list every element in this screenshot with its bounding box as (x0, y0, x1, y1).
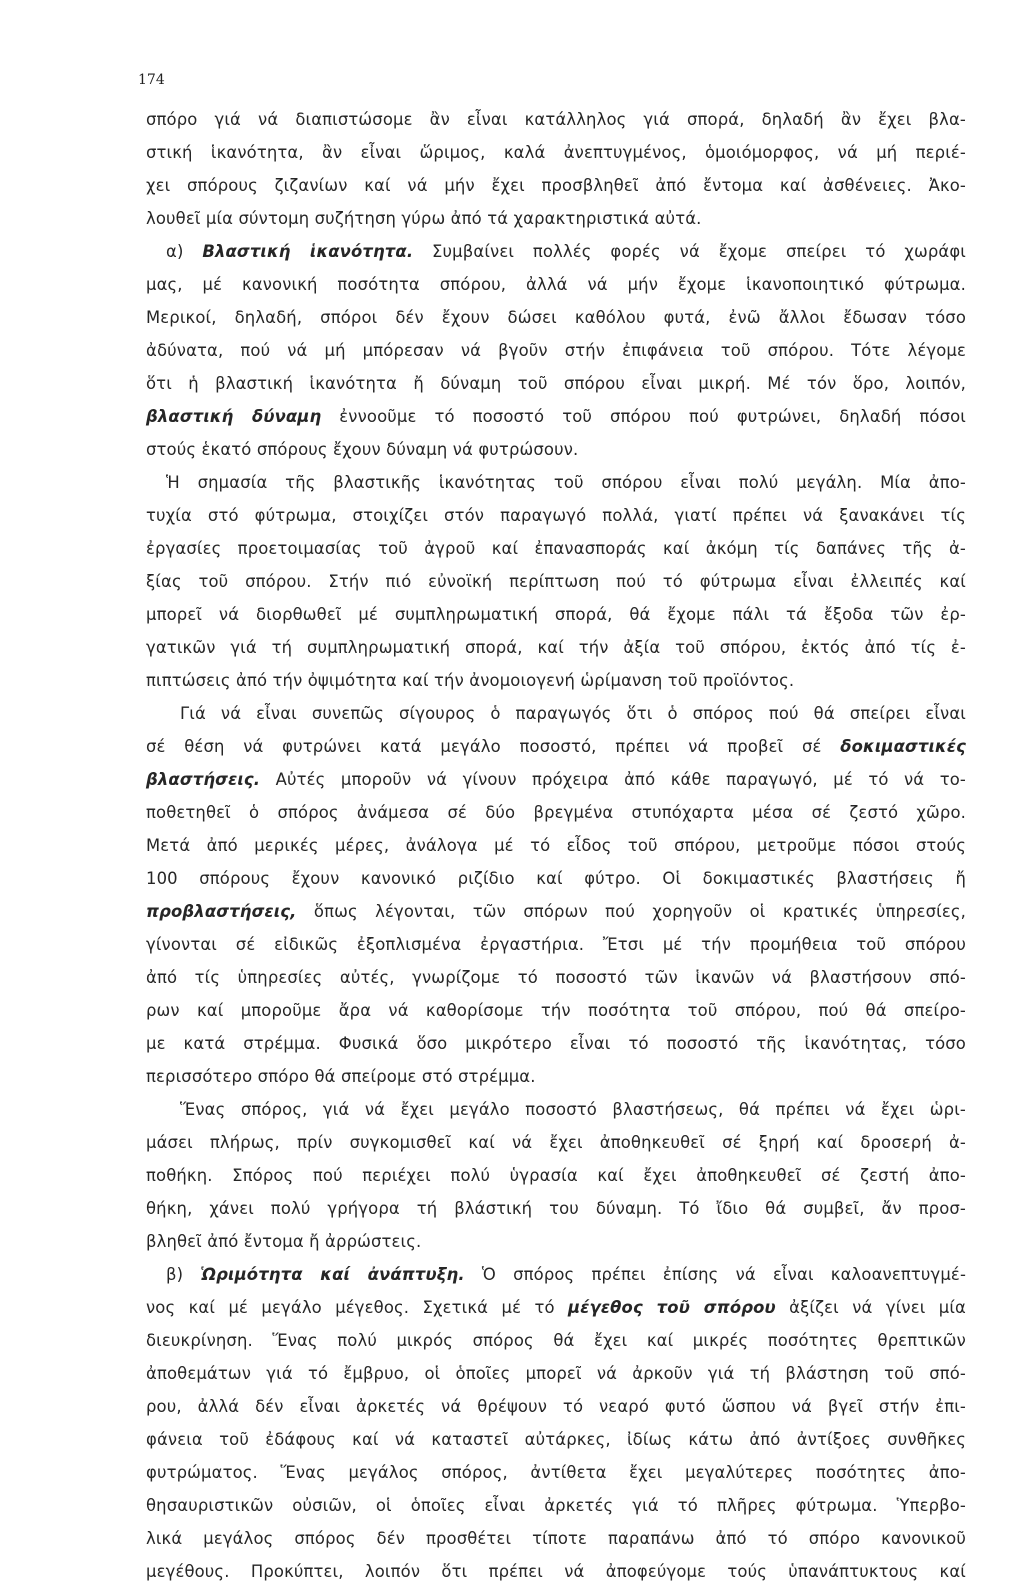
text-run: γατικῶν γιά τή συμπληρωματική σπορά, καί τήν ἀξία τοῦ σπόρου, ἐκτός ἀπό τίς ἐ- (146, 638, 966, 657)
text-line (146, 664, 966, 697)
text-run: Ἡ σημασία τῆς βλαστικῆς ἱκανότητας τοῦ σπόρου εἶναι πολύ μεγάλη. Μία ἀπο- (166, 473, 966, 492)
text-run: μάσει πλήρως, πρίν συγκομισθεῖ καί νά ἔχει ἀποθηκευθεῖ σέ ξηρή καί δροσερή ἀ- (146, 1133, 966, 1152)
text-line (146, 1522, 966, 1555)
emphasized-term: μέγεθος τοῦ σπόρου (568, 1298, 776, 1317)
text-run: φυτρώματος. Ἕνας μεγάλος σπόρος, ἀντίθετα ἔχει μεγαλύτερες ποσότητες ἀπο- (146, 1463, 966, 1482)
text-line (146, 730, 966, 763)
body-text (146, 103, 966, 1588)
text-line (146, 334, 966, 367)
text-line (146, 697, 966, 730)
emphasized-term: βλαστική δύναμη (146, 407, 322, 426)
text-run: μεγέθους. Προκύπτει, λοιπόν ὅτι πρέπει νά ἀποφεύγομε τούς ὑπανάπτυκτους καί (146, 1562, 966, 1581)
text-line (146, 1456, 966, 1489)
text-run: Ἕνας σπόρος, γιά νά ἔχει μεγάλο ποσοστό βλαστήσεως, θά πρέπει νά ἔχει ὡρι- (180, 1100, 966, 1119)
text-run: ἐννοοῦμε τό ποσοστό τοῦ σπόρου πού φυτρώνει, δηλαδή πόσοι (321, 407, 966, 426)
text-line (146, 235, 966, 268)
text-run: μπορεῖ νά διορθωθεῖ μέ συμπληρωματική σπορά, θά ἔχομε πάλι τά ἔξοδα τῶν ἐρ- (146, 605, 966, 624)
text-line (146, 169, 966, 202)
emphasized-term: βλαστήσεις. (146, 770, 261, 789)
emphasized-term: Βλαστική ἱκανότητα. (202, 242, 414, 261)
text-run: λικά μεγάλος σπόρος δέν προσθέτει τίποτε παραπάνω ἀπό τό σπόρο κανονικοῦ (146, 1529, 966, 1548)
text-run: ὅτι ἡ βλαστική ἱκανότητα ἤ δύναμη τοῦ σπόρου εἶναι μικρή. Μέ τόν ὅρο, λοιπόν, (146, 374, 966, 393)
text-run: θήκη, χάνει πολύ γρήγορα τή βλάστική του δύναμη. Τό ἴδιο θά συμβεῖ, ἄν προσ- (146, 1199, 966, 1218)
text-line (146, 301, 966, 334)
text-run: διευκρίνηση. Ἕνας πολύ μικρός σπόρος θά ἔχει καί μικρές ποσότητες θρεπτικῶν (146, 1331, 966, 1350)
text-line (146, 1060, 966, 1093)
text-line (146, 1027, 966, 1060)
text-run: ἀδύνατα, πού νά μή μπόρεσαν νά βγοῦν στήν ἐπιφάνεια τοῦ σπόρου. Τότε λέγομε (146, 341, 966, 360)
page-number: 174 (138, 72, 165, 88)
text-run: ὅπως λέγονται, τῶν σπόρων πού χορηγοῦν οἱ κρατικές ὑπηρεσίες, (296, 902, 966, 921)
text-line (146, 400, 966, 433)
emphasized-term: δοκιμαστικές (840, 737, 966, 756)
text-run: με κατά στρέμμα. Φυσικά ὅσο μικρότερο εἶναι τό ποσοστό τῆς ἱκανότητας, τόσο (146, 1034, 966, 1053)
text-line (146, 829, 966, 862)
text-line (146, 928, 966, 961)
text-run: Μετά ἀπό μερικές μέρες, ἀνάλογα μέ τό εἶδος τοῦ σπόρου, μετροῦμε πόσοι στούς (146, 836, 966, 855)
emphasized-term: Ὡριμότητα καί ἀνάπτυξη. (200, 1265, 465, 1284)
text-line (146, 268, 966, 301)
text-run: Αὐτές μποροῦν νά γίνουν πρόχειρα ἀπό κάθε παραγωγό, μέ τό νά το- (260, 770, 966, 789)
text-line (146, 1324, 966, 1357)
text-line (146, 895, 966, 928)
text-line (146, 1423, 966, 1456)
text-line (146, 1126, 966, 1159)
text-run: ποθήκη. Σπόρος πού περιέχει πολύ ὑγρασία καί ἔχει ἀποθηκευθεῖ σέ ζεστή ἀπο- (146, 1166, 966, 1185)
text-line (146, 433, 966, 466)
text-run: Μερικοί, δηλαδή, σπόροι δέν ἔχουν δώσει καθόλου φυτά, ἐνῶ ἄλλοι ἔδωσαν τόσο (146, 308, 966, 327)
text-line (146, 1555, 966, 1588)
text-run: σέ θέση νά φυτρώνει κατά μεγάλο ποσοστό, πρέπει νά προβεῖ σέ (146, 737, 841, 756)
text-run: Ὁ σπόρος πρέπει ἐπίσης νά εἶναι καλοανεπτυγμέ- (464, 1265, 967, 1284)
text-line (146, 367, 966, 400)
text-run: πιπτώσεις ἀπό τήν ὀψιμότητα καί τήν ἀνομοιογενή ὡρίμανση τοῦ προϊόντος. (146, 671, 795, 690)
text-run: β) (166, 1265, 201, 1284)
text-run: νος καί μέ μεγάλο μέγεθος. Σχετικά μέ τό (146, 1298, 569, 1317)
text-run: μας, μέ κανονική ποσότητα σπόρου, ἀλλά νά μήν ἔχομε ἱκανοποιητικό φύτρωμα. (146, 275, 966, 294)
text-run: γίνονται σέ εἰδικῶς ἐξοπλισμένα ἐργαστήρια. Ἔτσι μέ τήν προμήθεια τοῦ σπόρου (146, 935, 966, 954)
text-run: ποθετηθεῖ ὁ σπόρος ἀνάμεσα σέ δύο βρεγμένα στυπόχαρτα μέσα σέ ζεστό χῶρο. (146, 803, 966, 822)
text-line (146, 136, 966, 169)
text-line (146, 1489, 966, 1522)
text-line (146, 763, 966, 796)
text-run: τυχία στό φύτρωμα, στοιχίζει στόν παραγωγό πολλά, γιατί πρέπει νά ξανακάνει τίς (146, 506, 966, 525)
text-run: ξίας τοῦ σπόρου. Στήν πιό εὐνοϊκή περίπτωση πού τό φύτρωμα εἶναι ἐλλειπές καί (146, 572, 966, 591)
text-run: στούς ἑκατό σπόρους ἔχουν δύναμη νά φυτρώσουν. (146, 440, 579, 459)
text-run: φάνεια τοῦ ἐδάφους καί νά καταστεῖ αὐτάρκες, ἰδίως κάτω ἀπό ἀντίξοες συνθῆκες (146, 1430, 966, 1449)
text-line (146, 103, 966, 136)
text-line (146, 1258, 966, 1291)
text-line (146, 796, 966, 829)
text-line (146, 1357, 966, 1390)
text-line (146, 1225, 966, 1258)
text-run: περισσότερο σπόρο θά σπείρομε στό στρέμμα. (146, 1067, 536, 1086)
text-run: λουθεῖ μία σύντομη συζήτηση γύρω ἀπό τά χαρακτηριστικά αὐτά. (146, 209, 702, 228)
text-run: Συμβαίνει πολλές φορές νά ἔχομε σπείρει τό χωράφι (413, 242, 966, 261)
emphasized-term: προβλαστήσεις, (146, 902, 297, 921)
text-line (146, 862, 966, 895)
text-run: α) (166, 242, 203, 261)
text-line (146, 631, 966, 664)
text-run: ἀξίζει νά γίνει μία (775, 1298, 967, 1317)
text-line (146, 1390, 966, 1423)
text-run: βληθεῖ ἀπό ἔντομα ἤ ἀρρώστεις. (146, 1232, 422, 1251)
text-run: ρων καί μποροῦμε ἄρα νά καθορίσομε τήν ποσότητα τοῦ σπόρου, πού θά σπείρο- (146, 1001, 966, 1020)
text-run: ἐργασίες προετοιμασίας τοῦ ἀγροῦ καί ἐπανασποράς καί ἀκόμη τίς δαπάνες τῆς ἀ- (146, 539, 966, 558)
text-line (146, 499, 966, 532)
text-line (146, 466, 966, 499)
text-line (146, 1192, 966, 1225)
text-line (146, 1159, 966, 1192)
text-line (146, 598, 966, 631)
text-line (146, 532, 966, 565)
text-run: ἀπό τίς ὑπηρεσίες αὐτές, γνωρίζομε τό ποσοστό τῶν ἱκανῶν νά βλαστήσουν σπό- (146, 968, 966, 987)
text-run: ρου, ἀλλά δέν εἶναι ἀρκετές νά θρέψουν τό νεαρό φυτό ὥσπου νά βγεῖ στήν ἐπι- (146, 1397, 966, 1416)
text-run: Γιά νά εἶναι συνεπῶς σίγουρος ὁ παραγωγός ὅτι ὁ σπόρος πού θά σπείρει εἶναι (180, 704, 966, 723)
text-line (146, 994, 966, 1027)
text-run: σπόρο γιά νά διαπιστώσομε ἂν εἶναι κατάλληλος γιά σπορά, δηλαδή ἂν ἔχει βλα- (146, 110, 966, 129)
text-line (146, 565, 966, 598)
text-line (146, 1291, 966, 1324)
text-run: χει σπόρους ζιζανίων καί νά μήν ἔχει προσβληθεῖ ἀπό ἔντομα καί ἀσθένειες. Ἀκο- (146, 176, 966, 195)
text-line (146, 1093, 966, 1126)
text-run: ἀποθεμάτων γιά τό ἔμβρυο, οἱ ὁποῖες μπορεῖ νά ἀρκοῦν γιά τή βλάστηση τοῦ σπό- (146, 1364, 966, 1383)
text-line (146, 961, 966, 994)
text-line (146, 202, 966, 235)
text-run: θησαυριστικῶν οὐσιῶν, οἱ ὁποῖες εἶναι ἀρκετές γιά τό πλῆρες φύτρωμα. Ὑπερβο- (146, 1496, 966, 1515)
text-run: 100 σπόρους ἔχουν κανονικό ριζίδιο καί φύτρο. Οἱ δοκιμαστικές βλαστήσεις ἤ (146, 869, 966, 888)
text-run: στική ἱκανότητα, ἂν εἶναι ὥριμος, καλά ἀνεπτυγμένος, ὁμοιόμορφος, νά μή περιέ- (146, 143, 966, 162)
